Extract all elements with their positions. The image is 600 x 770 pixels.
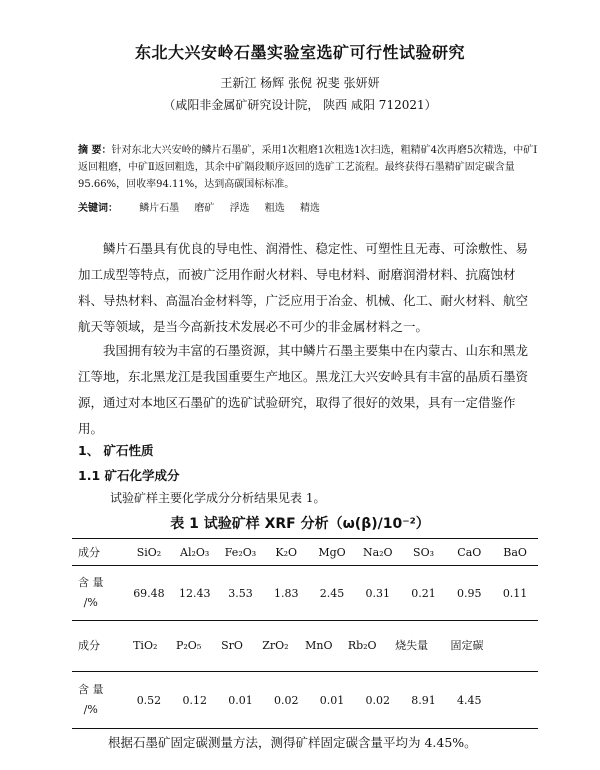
table-row-label: 成分 xyxy=(78,546,100,559)
final-sentence: 根据石墨矿固定碳测量方法，测得矿样固定碳含量平均为 4.45%。 xyxy=(108,735,477,750)
table-header-row-1 xyxy=(72,539,538,566)
table-cell: 69.48 xyxy=(133,586,165,600)
table-cell: 0.95 xyxy=(457,586,482,600)
table-value-row-2 xyxy=(72,672,538,728)
table-value-label: 含 量 /% xyxy=(78,683,104,716)
table-header-cell: Rb₂O xyxy=(347,639,377,652)
affiliation: （咸阳非金属矿研究设计院， 陕西 咸阳 712021） xyxy=(163,98,437,112)
section-heading-1-1: 1.1 矿石化学成分 xyxy=(78,468,180,483)
table-header-cell: 烧失量 xyxy=(395,639,429,652)
table-cell: 0.01 xyxy=(319,693,345,707)
table-cell: 0.12 xyxy=(182,693,207,707)
body-paragraph-2: 我国拥有较为丰富的石墨资源，其中鳞片石墨主要集中在内蒙古、山东和黑龙江等地，东北黑龙江是我国重要生产地区。黑龙江大兴安岭具有丰富的晶质石墨资源，通过对本地区石墨矿的选矿试验研究，取得了很好的效果，具有一定借鉴作用。 xyxy=(78,343,529,436)
xrf-table xyxy=(72,538,538,729)
keyword: 鳞片石墨 xyxy=(139,203,180,214)
abstract-text: 针对东北大兴安岭的鳞片石墨矿，采用1次粗磨1次粗选1次扫选，粗精矿4次再磨5次精选，中矿Ⅰ返回粗磨，中矿Ⅱ返回粗选，其余中矿隔段顺序返回的选矿工艺流程。最终获得石墨精矿固定碳含量95.66%，回收率94.11%，达到高碳国标标准。 xyxy=(78,145,538,190)
table-cell: 8.91 xyxy=(411,693,436,707)
keywords-label: 关键词： xyxy=(78,203,118,214)
table-cell xyxy=(492,672,538,728)
table-header-cell: K₂O xyxy=(275,545,298,559)
keyword: 粗选 xyxy=(264,203,285,214)
table-header-cell: 固定碳 xyxy=(450,639,484,652)
table-header-cell: CaO xyxy=(457,545,482,559)
table-header-cell: Al₂O₃ xyxy=(180,545,210,559)
table-header-cell: P₂O₅ xyxy=(176,639,202,652)
table-cell: 0.02 xyxy=(273,693,299,707)
table-cell: 0.02 xyxy=(365,693,391,707)
table-header-cell xyxy=(495,621,538,671)
table-cell: 0.01 xyxy=(228,693,253,707)
table-cell: 2.45 xyxy=(319,586,345,600)
table-row-label: 成分 xyxy=(78,639,100,652)
table-header-cell: MgO xyxy=(318,545,346,559)
table-header-cell: TiO₂ xyxy=(133,639,158,652)
table-cell: 0.21 xyxy=(411,586,436,600)
table-value-label: 含 量 /% xyxy=(78,576,104,609)
table-cell: 3.53 xyxy=(228,586,253,600)
table-header-cell: BaO xyxy=(503,545,527,559)
table-reference-text: 试验矿样主要化学成分分析结果见表 1。 xyxy=(110,491,326,505)
abstract-label: 摘 要： xyxy=(78,145,112,156)
authors: 王新江 杨辉 张倪 祝斐 张妍妍 xyxy=(220,76,380,90)
table-header-cell: ZrO₂ xyxy=(262,639,289,652)
table-cell: 0.31 xyxy=(365,586,391,600)
table-cell: 12.43 xyxy=(178,586,211,600)
table-cell: 4.45 xyxy=(457,693,482,707)
table-value-row-1 xyxy=(72,566,538,620)
table-header-row-2 xyxy=(72,620,538,672)
section-heading-1: 1、 矿石性质 xyxy=(78,443,154,458)
abstract xyxy=(78,142,538,193)
paper-title: 东北大兴安岭石墨实验室选矿可行性试验研究 xyxy=(134,43,465,62)
table-cell: 0.11 xyxy=(502,586,528,600)
keyword: 浮选 xyxy=(229,203,250,214)
body-paragraph-1: 鳞片石墨具有优良的导电性、润滑性、稳定性、可塑性且无毒、可涂敷性、易加工成型等特点，而被广泛用作耐火材料、导电材料、耐磨润滑材料、抗腐蚀材料、导热材料、高温冶金材料等，广泛应用于冶金、机械、化工、耐火材料、航空航天等领域，是当今高新技术发展必不可少的非金属材料之一。 xyxy=(78,241,529,334)
keywords xyxy=(78,199,538,214)
table-header-cell: MnO xyxy=(305,639,333,652)
table-header-cell: SO₃ xyxy=(413,545,435,559)
table-header-cell: SiO₂ xyxy=(136,545,162,559)
table-header-cell: SrO xyxy=(221,639,243,652)
table-header-cell: Fe₂O₃ xyxy=(224,545,257,559)
table-caption: 表 1 试验矿样 XRF 分析（ω(β)/10⁻²） xyxy=(170,516,430,532)
keyword: 磨矿 xyxy=(194,203,215,214)
table-cell: 1.83 xyxy=(273,586,299,600)
table-cell: 0.52 xyxy=(136,693,162,707)
keyword: 精选 xyxy=(299,203,320,214)
table-header-cell: Na₂O xyxy=(362,545,393,559)
